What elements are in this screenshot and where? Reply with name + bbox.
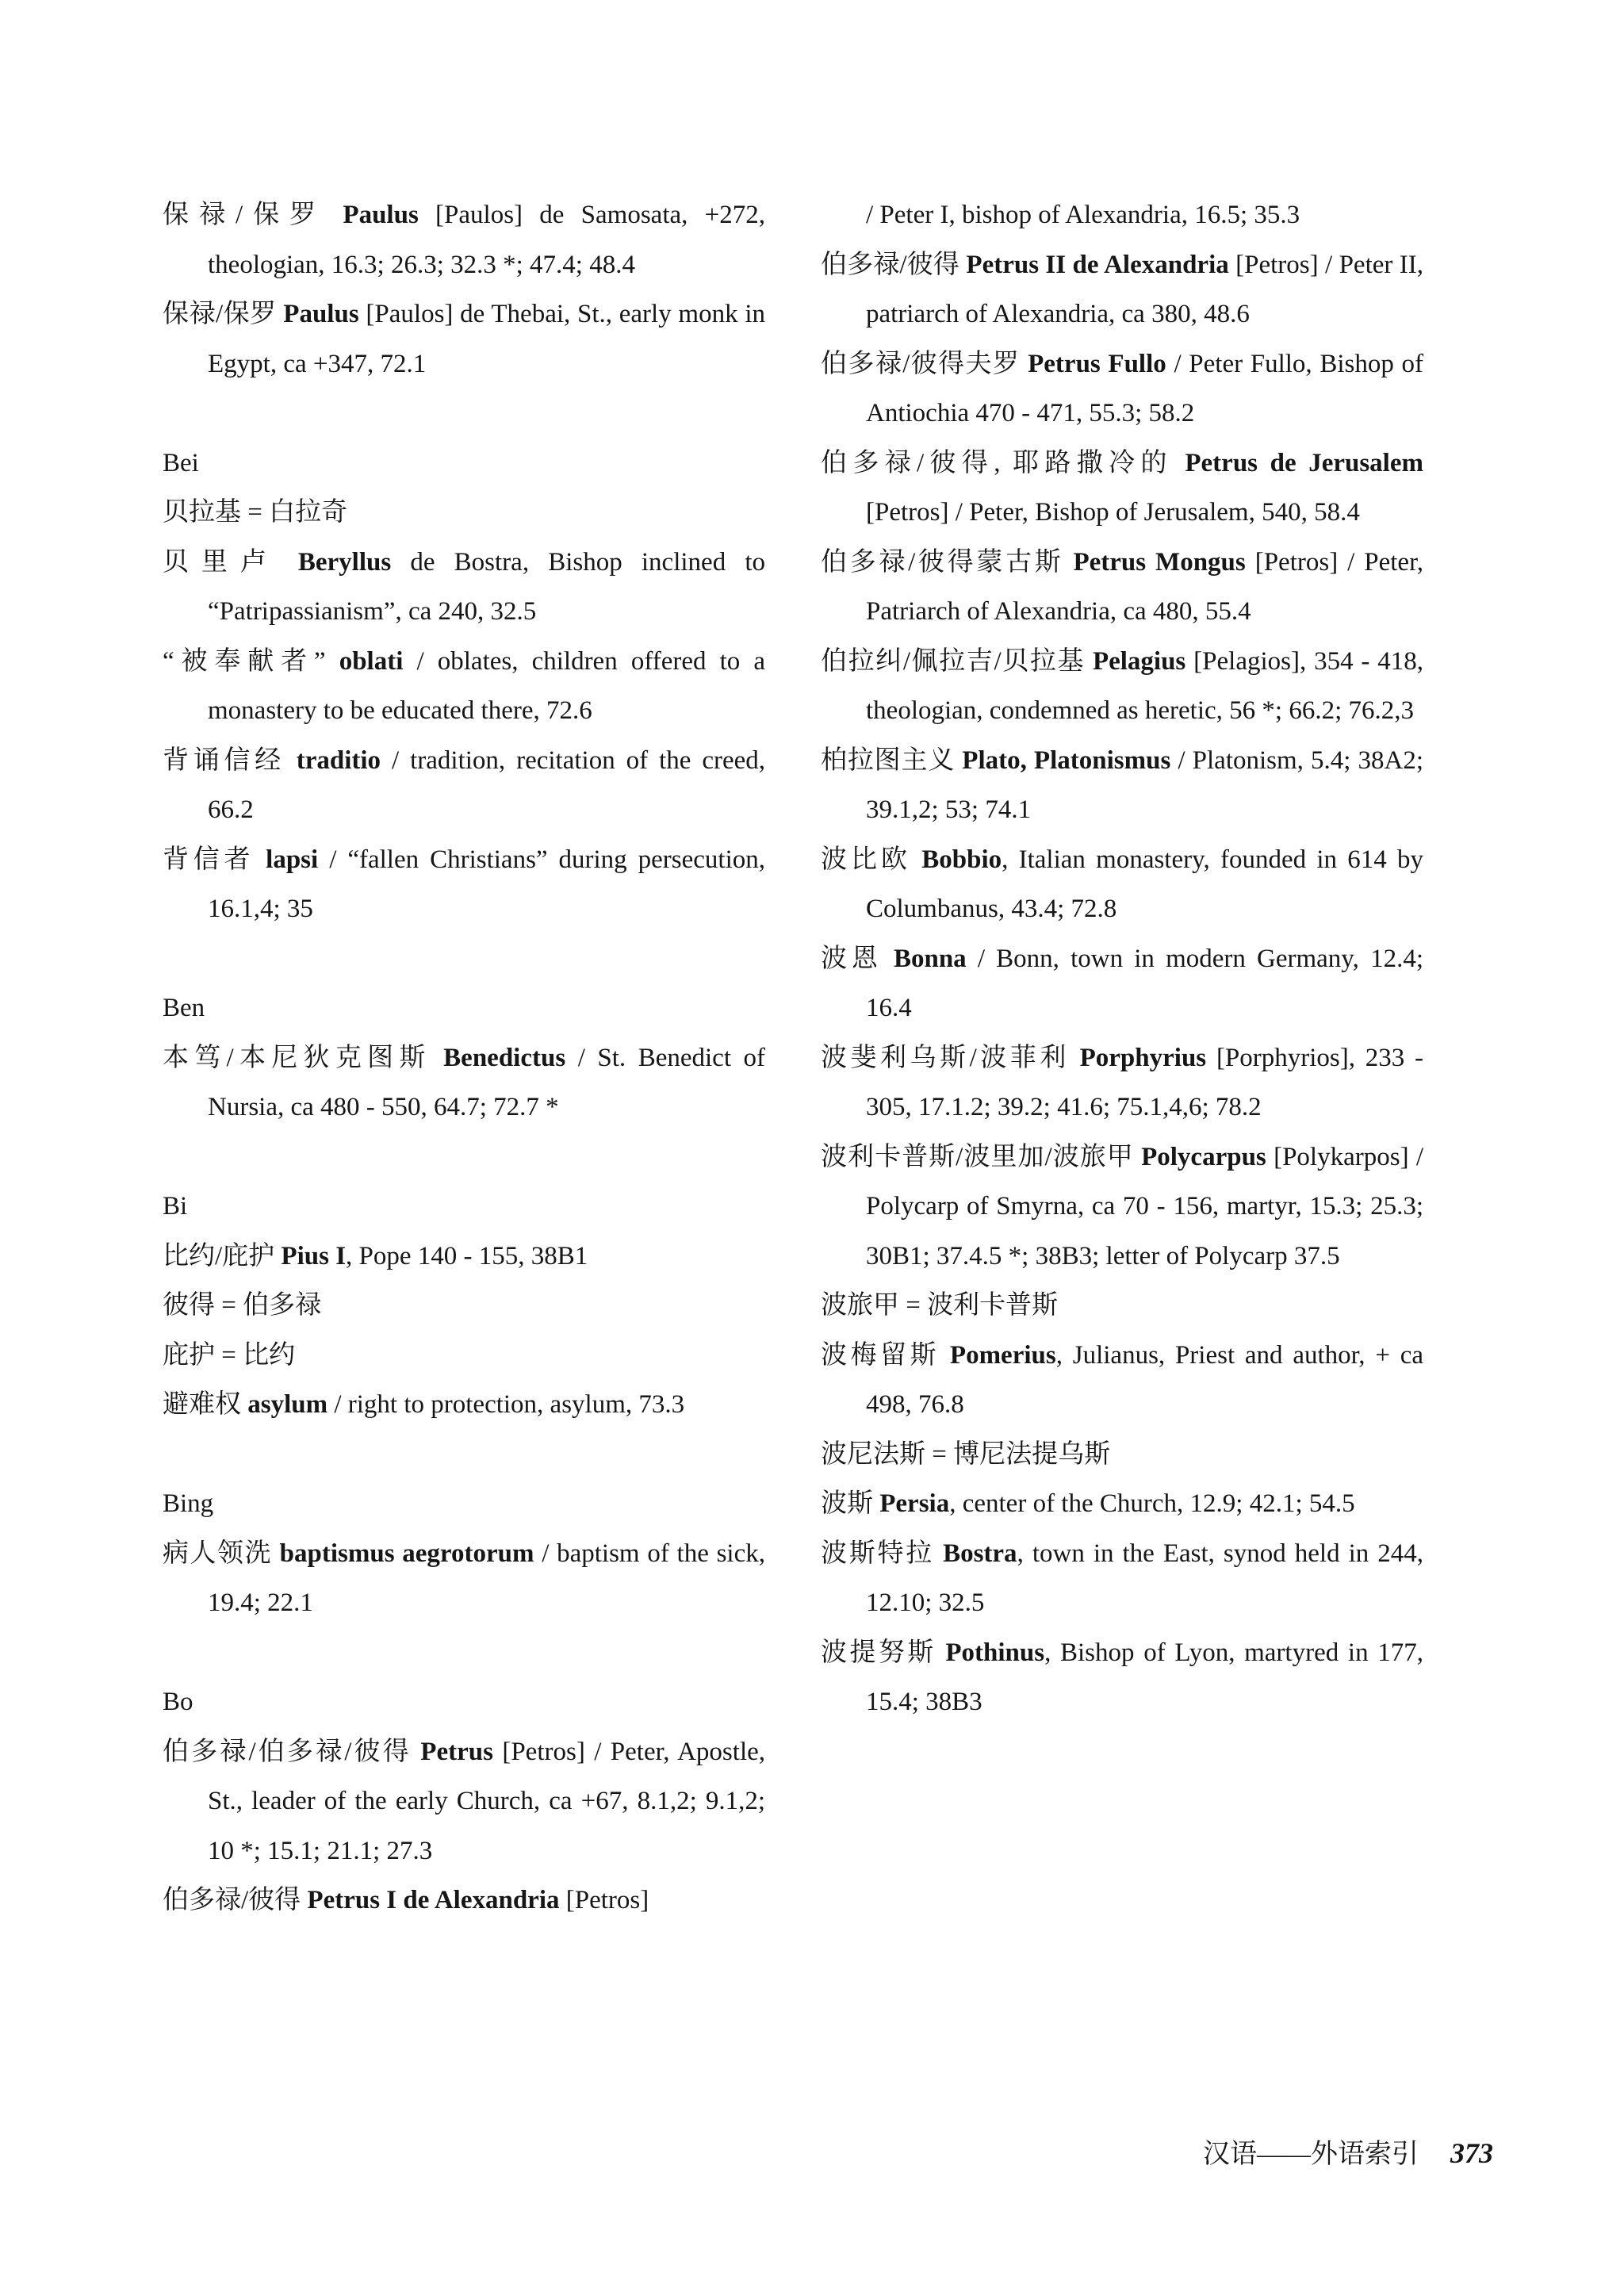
- entry-chinese-term: 彼得 = 伯多禄: [163, 1291, 322, 1320]
- entry-description: / baptism of the sick, 19.4; 22.1: [208, 1539, 765, 1617]
- index-entry: [821, 1033, 1423, 1132]
- index-entry: [163, 736, 765, 835]
- entry-latin-headword: Paulus: [283, 300, 359, 328]
- entry-latin-headword: Beryllus: [297, 547, 392, 577]
- index-entry: [821, 1132, 1423, 1282]
- index-entry: [163, 1232, 765, 1282]
- entry-description: / Platonism, 5.4; 38A2; 39.1,2; 53; 74.1: [866, 745, 1424, 824]
- entry-description: , Bishop of Lyon, martyred in 177, 15.4; 38B3: [866, 1638, 1423, 1716]
- entry-latin-headword: Bostra: [943, 1539, 1017, 1568]
- section-gap: [163, 1430, 765, 1480]
- index-entry: [163, 1876, 765, 1926]
- section-heading: Bo: [163, 1688, 193, 1716]
- index-entry: [821, 1430, 1423, 1480]
- entry-description: [Paulos] de Samosata, +272, theologian, 16.3; 26.3; 32.3 *; 47.4; 48.4: [208, 201, 765, 279]
- entry-chinese-term: 贝拉基 = 白拉奇: [163, 498, 348, 527]
- entry-latin-headword: Pomerius: [949, 1340, 1056, 1370]
- index-entry: [163, 835, 765, 934]
- index-entry: [821, 736, 1423, 835]
- entry-chinese-term: 病人领洗: [163, 1539, 272, 1568]
- entry-chinese-term: 本笃/本尼狄克图斯: [163, 1043, 431, 1072]
- entry-latin-headword: Benedictus: [443, 1043, 566, 1072]
- entry-description: / Peter I, bishop of Alexandria, 16.5; 35.3: [866, 201, 1300, 229]
- index-entry: [163, 1380, 765, 1430]
- entry-chinese-term: 波旅甲 = 波利卡普斯: [821, 1291, 1059, 1320]
- entry-latin-headword: lapsi: [266, 845, 319, 874]
- entry-chinese-term: 贝里卢: [163, 547, 279, 577]
- entry-description: , Italian monastery, founded in 614 by Columbanus, 43.4; 72.8: [866, 845, 1424, 923]
- section-gap: [163, 389, 765, 439]
- entry-chinese-term: 伯多禄/彼得蒙古斯: [821, 547, 1064, 577]
- index-entry: [821, 1529, 1423, 1628]
- entry-latin-headword: Persia: [879, 1489, 950, 1518]
- entry-chinese-term: 波利卡普斯/波里加/波旅甲: [821, 1142, 1134, 1171]
- section-heading: Bi: [163, 1192, 188, 1221]
- index-entry: [821, 538, 1423, 637]
- index-entry: [163, 637, 765, 736]
- entry-latin-headword: oblati: [339, 646, 404, 676]
- entry-description: / St. Benedict of Nursia, ca 480 - 550, 64.7; 72.7 *: [208, 1043, 766, 1121]
- running-footer-title: 汉语——外语索引: [1203, 2140, 1419, 2169]
- entry-description: [Petros] / Peter, Bishop of Jerusalem, 540, 58.4: [866, 498, 1360, 527]
- left-column: [163, 190, 765, 1926]
- index-entry: [821, 240, 1423, 339]
- section-gap: [163, 1132, 765, 1182]
- entry-chinese-term: 伯多禄/彼得, 耶路撒冷的: [821, 448, 1173, 477]
- entry-chinese-term: 伯多禄/彼得: [821, 250, 960, 279]
- entry-description: [Petros] / Peter, Patriarch of Alexandria, ca 480, 55.4: [866, 547, 1423, 626]
- entry-chinese-term: 伯多禄/伯多禄/彼得: [163, 1737, 412, 1766]
- entry-chinese-term: 波恩: [821, 944, 883, 973]
- entry-latin-headword: Bonna: [893, 944, 967, 973]
- entry-latin-headword: Petrus Fullo: [1028, 349, 1166, 378]
- entry-description: [Pelagios], 354 - 418, theologian, condemned as heretic, 56 *; 66.2; 76.2,3: [866, 646, 1424, 725]
- entry-description: , Julianus, Priest and author, + ca 498, 76.8: [866, 1340, 1424, 1419]
- index-entry: [163, 1529, 765, 1628]
- entry-chinese-term: 伯多禄/彼得: [163, 1886, 301, 1914]
- index-entry: [821, 835, 1423, 934]
- right-column: [821, 190, 1423, 1727]
- entry-description: de Bostra, Bishop inclined to “Patripassianism”, ca 240, 32.5: [208, 547, 766, 626]
- index-entry: [163, 1727, 765, 1876]
- index-entry: [163, 1331, 765, 1381]
- entry-description: / oblates, children offered to a monastery to be educated there, 72.6: [208, 646, 766, 725]
- entry-chinese-term: 波梅留斯: [821, 1340, 940, 1370]
- index-entry: [163, 1281, 765, 1331]
- index-entry: [163, 1033, 765, 1132]
- section-gap: [163, 1628, 765, 1678]
- entry-chinese-term: 背诵信经: [163, 745, 285, 775]
- entry-latin-headword: Polycarpus: [1141, 1142, 1266, 1171]
- entry-latin-headword: Petrus II de Alexandria: [966, 250, 1229, 279]
- index-entry: [821, 339, 1423, 439]
- entry-chinese-term: 比约/庇护: [163, 1241, 275, 1270]
- entry-chinese-term: 保禄/保罗: [163, 300, 277, 328]
- entry-description: [Polykarpos] / Polycarp of Smyrna, ca 70 - 156, martyr, 15.3; 25.3; 30B1; 37.4.5 *; 38B3; letter of Polycarp 37.5: [866, 1142, 1424, 1270]
- page-footer: [1203, 2133, 1493, 2175]
- entry-latin-headword: Pelagius: [1092, 646, 1186, 676]
- entry-description: [Petros] / Peter, Apostle, St., leader of the early Church, ca +67, 8.1,2; 9.1,2; 10 *; 15.1; 21.1; 27.3: [208, 1737, 766, 1865]
- entry-chinese-term: 波斯: [821, 1489, 873, 1518]
- entry-description: [Porphyrios], 233 - 305, 17.1.2; 39.2; 41.6; 75.1,4,6; 78.2: [866, 1043, 1424, 1121]
- index-entry: [163, 538, 765, 637]
- entry-chinese-term: 波尼法斯 = 博尼法提乌斯: [821, 1439, 1111, 1469]
- entry-description: / right to protection, asylum, 73.3: [334, 1390, 685, 1419]
- entry-latin-headword: Petrus Mongus: [1073, 547, 1246, 577]
- entry-chinese-term: 波比欧: [821, 845, 911, 874]
- entry-latin-headword: Porphyrius: [1079, 1043, 1207, 1072]
- index-entry: [821, 1628, 1423, 1727]
- entry-latin-headword: Petrus I de Alexandria: [307, 1886, 560, 1914]
- entry-chinese-term: 庇护 = 比约: [163, 1340, 296, 1370]
- entry-description: , town in the East, synod held in 244, 12.10; 32.5: [866, 1539, 1424, 1617]
- index-entry: [821, 934, 1423, 1033]
- index-entry: [163, 289, 765, 389]
- entry-latin-headword: asylum: [247, 1390, 328, 1419]
- entry-chinese-term: 伯多禄/彼得夫罗: [821, 349, 1021, 378]
- index-entry: [163, 190, 765, 289]
- section-gap: [163, 934, 765, 984]
- index-entry: [821, 439, 1423, 538]
- entry-latin-headword: traditio: [296, 745, 381, 775]
- entry-latin-headword: Bobbio: [921, 845, 1002, 874]
- entry-latin-headword: Petrus de Jerusalem: [1185, 448, 1423, 477]
- entry-chinese-term: 伯拉纠/佩拉吉/贝拉基: [821, 646, 1086, 676]
- entry-description: , center of the Church, 12.9; 42.1; 54.5: [949, 1489, 1355, 1518]
- index-entry: [821, 637, 1423, 736]
- index-entry: [821, 1331, 1423, 1430]
- entry-chinese-term: 波斯特拉: [821, 1539, 935, 1568]
- entry-chinese-term: 背信者: [163, 845, 255, 874]
- index-entry: [821, 1281, 1423, 1331]
- entry-chinese-term: 波斐利乌斯/波菲利: [821, 1043, 1070, 1072]
- entry-chinese-term: 波提努斯: [821, 1638, 936, 1667]
- entry-chinese-term: 保禄/保罗: [163, 201, 327, 229]
- section-heading: Bei: [163, 448, 199, 477]
- entry-description: [Petros]: [565, 1886, 649, 1914]
- entry-chinese-term: 避难权: [163, 1390, 241, 1419]
- index-entry-continuation: [821, 190, 1423, 240]
- index-entry: [821, 1479, 1423, 1529]
- entry-description: / Peter Fullo, Bishop of Antiochia 470 - 471, 55.3; 58.2: [866, 349, 1424, 427]
- page-number: 373: [1450, 2137, 1493, 2169]
- entry-latin-headword: baptismus aegrotorum: [279, 1539, 534, 1568]
- section-heading: Ben: [163, 994, 205, 1022]
- entry-description: / “fallen Christians” during persecution, 16.1,4; 35: [208, 845, 766, 923]
- entry-description: / Bonn, town in modern Germany, 12.4; 16.4: [866, 944, 1423, 1022]
- entry-description: [Paulos] de Thebai, St., early monk in Egypt, ca +347, 72.1: [208, 300, 765, 378]
- entry-chinese-term: “被奉献者”: [163, 646, 326, 676]
- entry-latin-headword: Pius I: [281, 1241, 347, 1270]
- entry-description: / tradition, recitation of the creed, 66.2: [208, 745, 766, 824]
- entry-description: , Pope 140 - 155, 38B1: [346, 1241, 588, 1270]
- entry-chinese-term: 柏拉图主义: [821, 745, 956, 775]
- index-entry: [163, 488, 765, 538]
- entry-latin-headword: Paulus: [343, 201, 419, 229]
- entry-latin-headword: Petrus: [420, 1737, 493, 1766]
- entry-latin-headword: Plato, Platonismus: [962, 745, 1171, 775]
- section-heading: Bing: [163, 1489, 214, 1518]
- entry-description: [Petros] / Peter II, patriarch of Alexandria, ca 380, 48.6: [866, 250, 1423, 328]
- entry-latin-headword: Pothinus: [945, 1638, 1045, 1667]
